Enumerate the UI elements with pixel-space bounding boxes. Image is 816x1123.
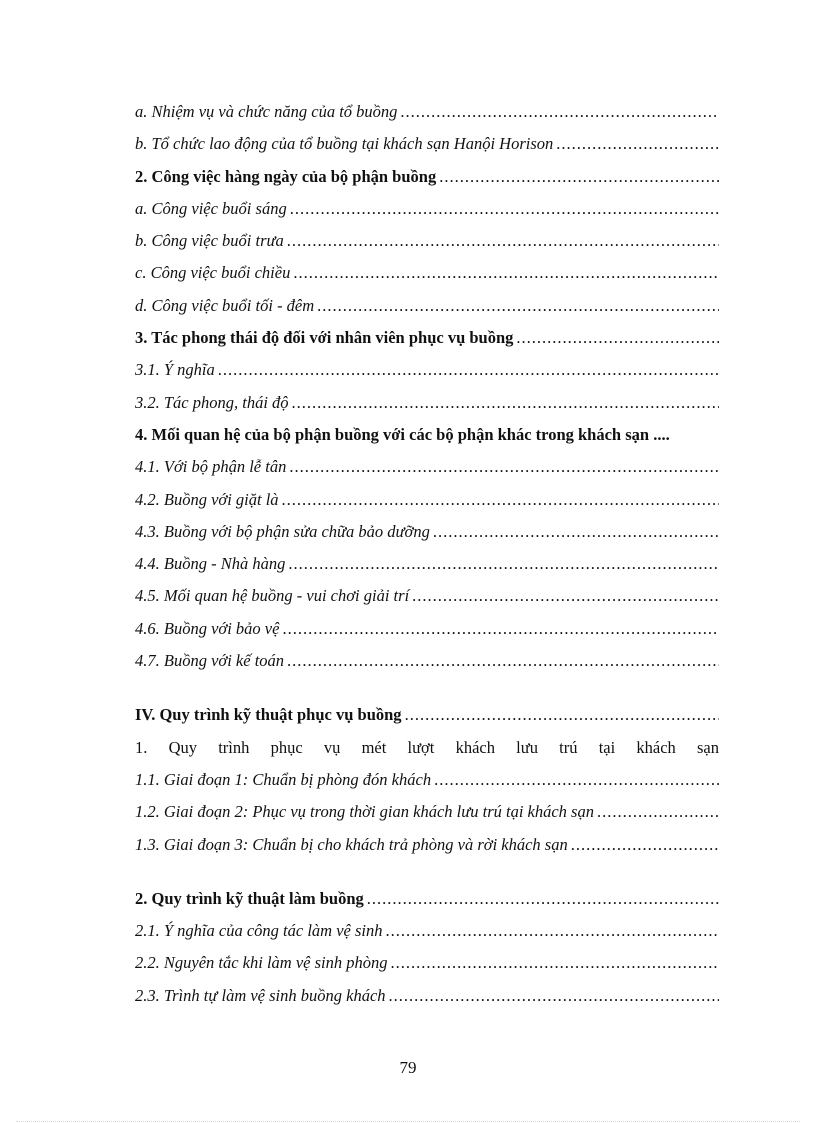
toc-entry: 1.2. Giai đoạn 2: Phục vụ trong thời gian khách lưu trú tại khách sạn ..... bbox=[135, 796, 719, 828]
section-spacer bbox=[135, 861, 719, 883]
toc-entry: 2. Công việc hàng ngày của bộ phận buồng ..... bbox=[135, 161, 719, 193]
toc-entry: a. Công việc buổi sáng ..... bbox=[135, 193, 719, 225]
toc-entry: 2.2. Nguyên tắc khi làm vệ sinh phòng ..... bbox=[135, 947, 719, 979]
toc-entry: 1.3. Giai đoạn 3: Chuẩn bị cho khách trả phòng và rời khách sạn ..... bbox=[135, 829, 719, 861]
toc-entry: 3. Tác phong thái độ đối với nhân viên phục vụ buồng ..... bbox=[135, 322, 719, 354]
toc-entry: b. Tổ chức lao động của tổ buồng tại khách sạn Hanội Horison ..... bbox=[135, 128, 719, 160]
toc-entry: 2. Quy trình kỹ thuật làm buồng ..... bbox=[135, 883, 719, 915]
toc-entry: 4.1. Với bộ phận lễ tân ..... bbox=[135, 451, 719, 483]
table-of-contents bbox=[135, 96, 719, 1012]
toc-entry: a. Nhiệm vụ và chức năng của tổ buồng ..... bbox=[135, 96, 719, 128]
toc-entry: 4. Mối quan hệ của bộ phận buồng với các bộ phận khác trong khách sạn .... bbox=[135, 424, 670, 444]
toc-entry: 3.2. Tác phong, thái độ ..... bbox=[135, 387, 719, 419]
toc-entry: 4.2. Buồng với giặt là ..... bbox=[135, 484, 719, 516]
toc-entry: 4.5. Mối quan hệ buồng - vui chơi giải trí ..... bbox=[135, 580, 719, 612]
toc-entry: 2.1. Ý nghĩa của công tác làm vệ sinh ..... bbox=[135, 915, 719, 947]
toc-entry: d. Công việc buổi tối - đêm ..... bbox=[135, 290, 719, 322]
toc-entry: 4.4. Buồng - Nhà hàng ..... bbox=[135, 548, 719, 580]
toc-entry: 4.6. Buồng với bảo vệ ..... bbox=[135, 613, 719, 645]
toc-entry: 1.1. Giai đoạn 1: Chuẩn bị phòng đón khách ..... bbox=[135, 764, 719, 796]
toc-entry: c. Công việc buổi chiều ..... bbox=[135, 257, 719, 289]
toc-entry: b. Công việc buổi trưa ..... bbox=[135, 225, 719, 257]
toc-entry: 4.3. Buồng với bộ phận sửa chữa bảo dưỡng ..... bbox=[135, 516, 719, 548]
toc-entry: IV. Quy trình kỹ thuật phục vụ buồng ..... bbox=[135, 699, 719, 731]
toc-entry: 2.3. Trình tự làm vệ sinh buồng khách ..... bbox=[135, 980, 719, 1012]
toc-entry: 4.7. Buồng với kế toán ..... bbox=[135, 645, 719, 677]
toc-entry: 3.1. Ý nghĩa ..... bbox=[135, 354, 719, 386]
page-number: 79 bbox=[399, 1058, 417, 1077]
toc-entry: 1. Quy trình phục vụ mét lượt khách lưu trú tại khách sạn bbox=[135, 737, 719, 757]
section-spacer bbox=[135, 677, 719, 699]
page-bottom-divider bbox=[16, 1121, 800, 1122]
